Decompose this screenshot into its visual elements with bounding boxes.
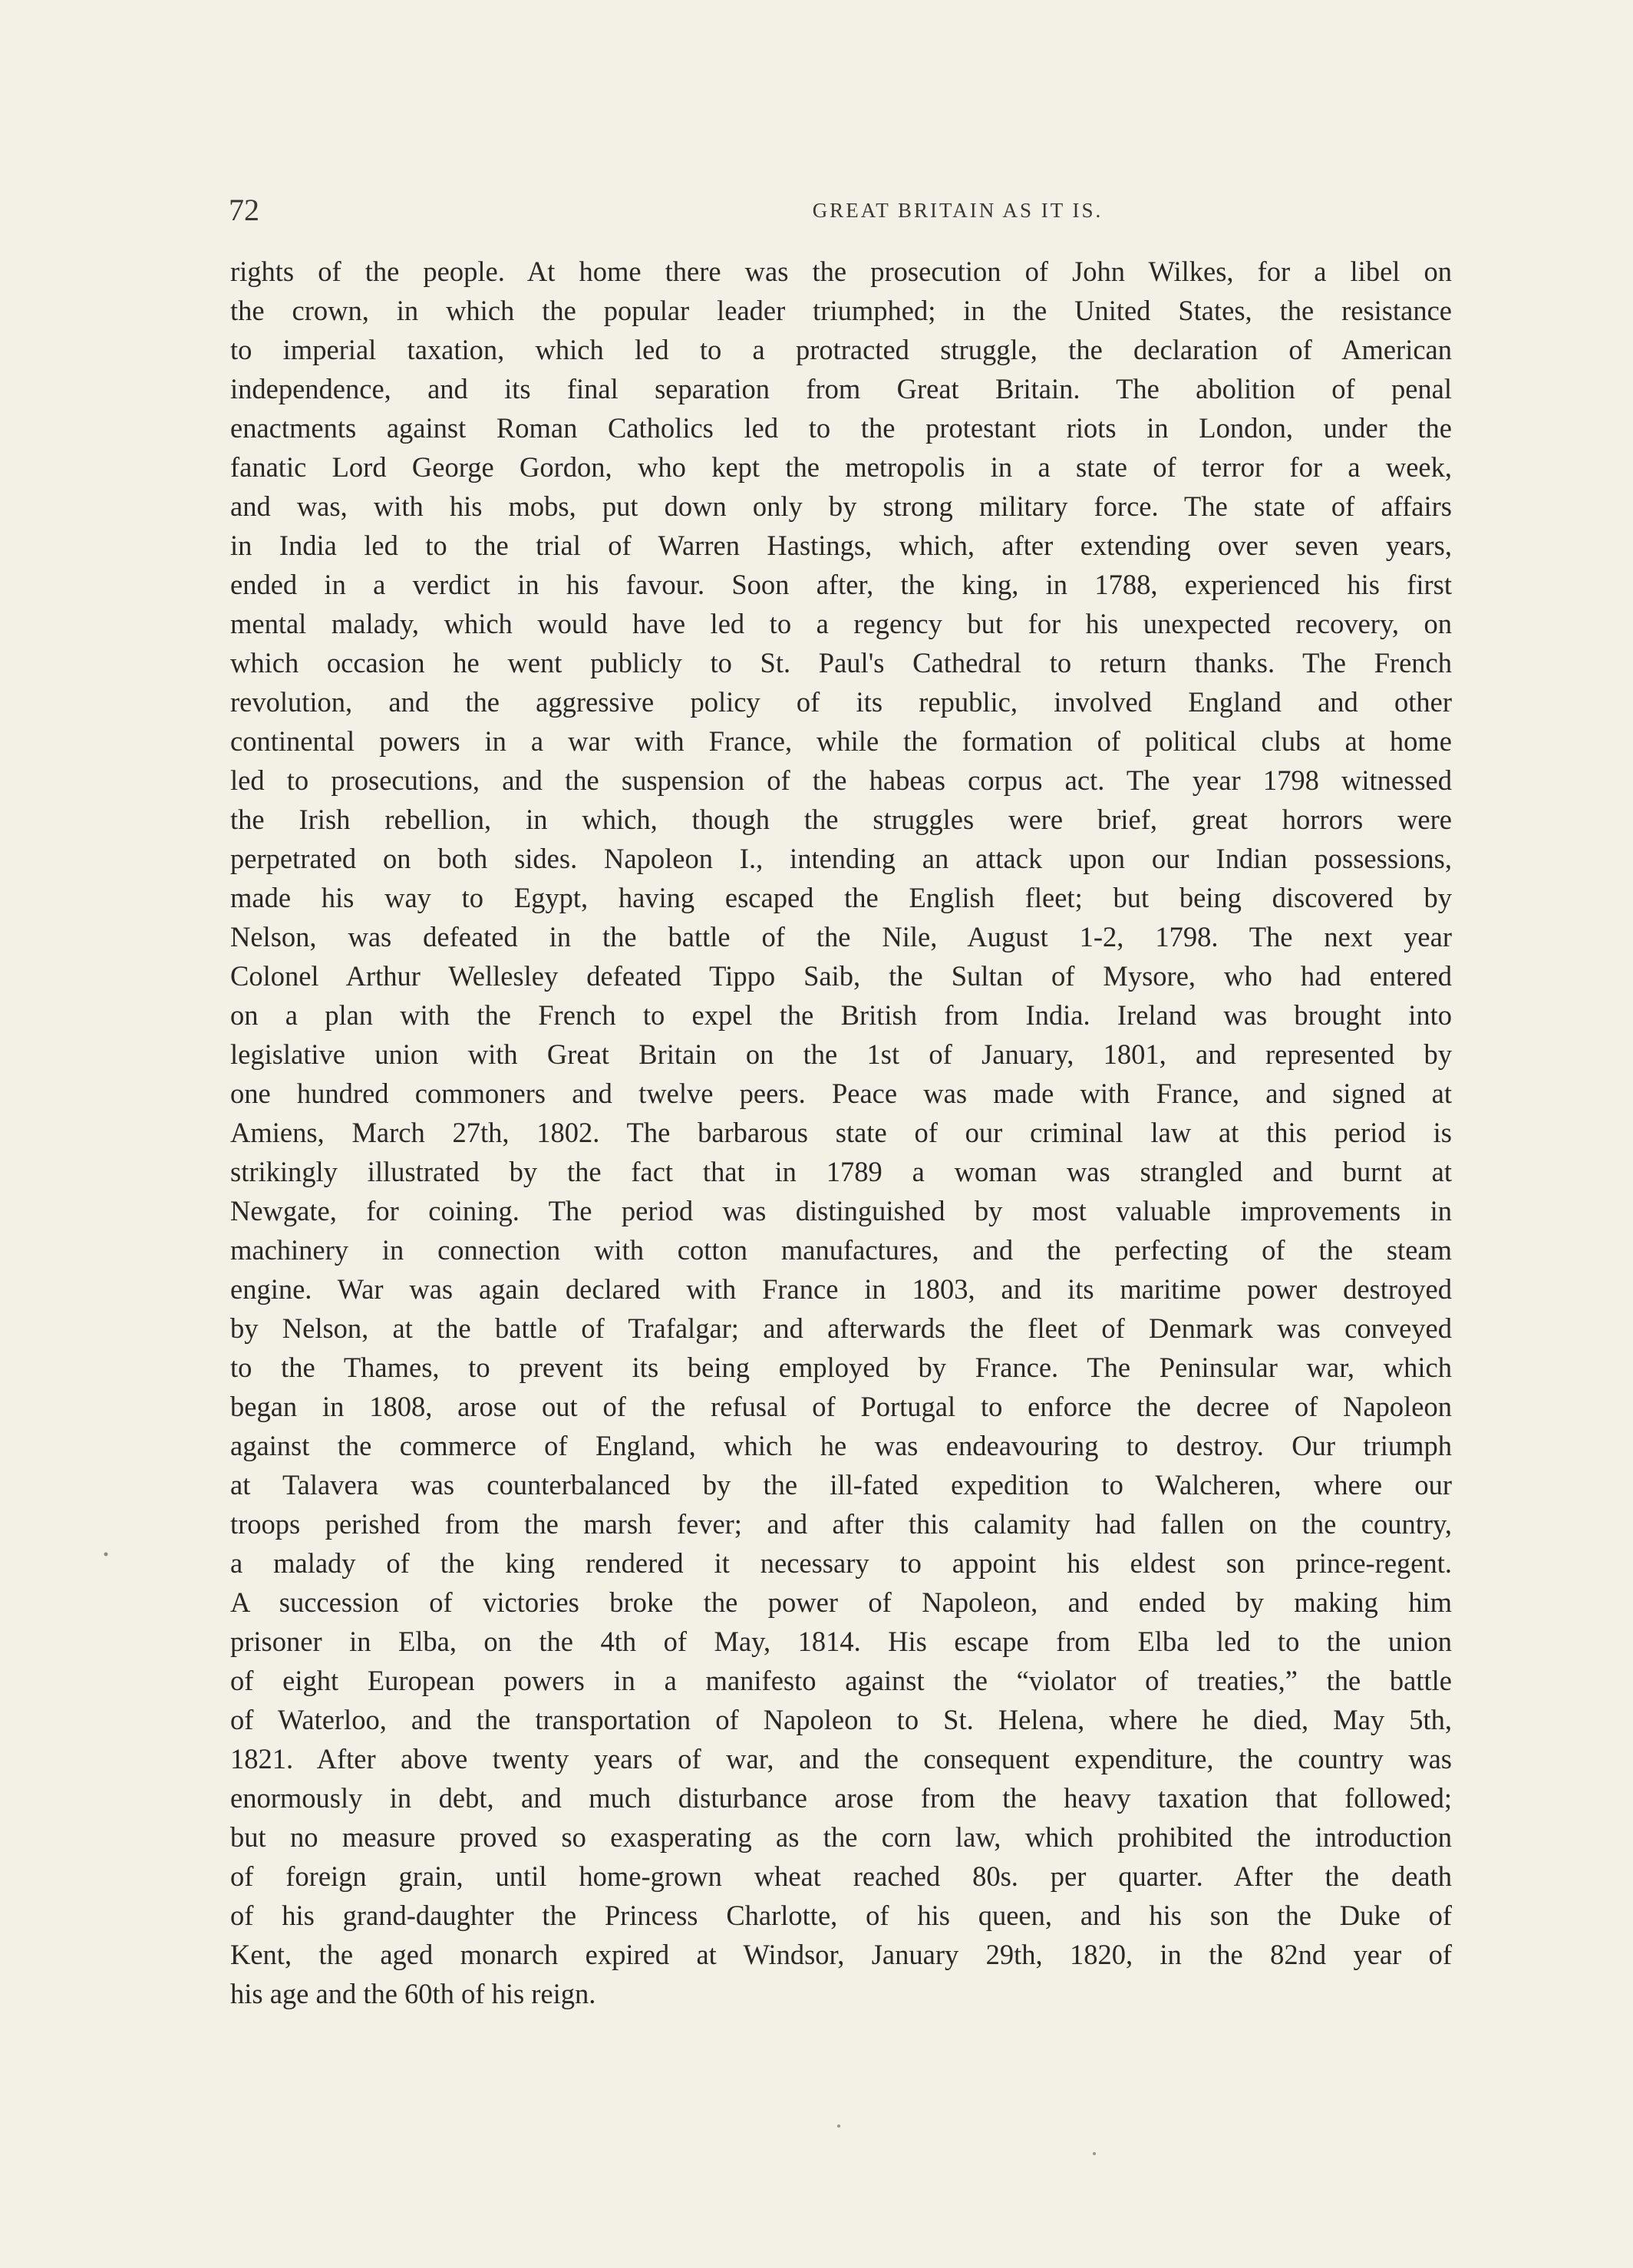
paper-speck bbox=[1093, 2152, 1096, 2155]
text-line: legislative union with Great Britain on the 1st of January, 1801, and represented by bbox=[230, 1038, 1452, 1070]
text-line: of his grand-daughter the Princess Charlotte, of his queen, and his son the Duke of bbox=[230, 1900, 1452, 1931]
text-line: at Talavera was counterbalanced by the ill-fated expedition to Walcheren, where our bbox=[230, 1469, 1452, 1500]
text-line: Amiens, March 27th, 1802. The barbarous state of our criminal law at this period is bbox=[230, 1117, 1452, 1148]
text-line: prisoner in Elba, on the 4th of May, 1814. His escape from Elba led to the union bbox=[230, 1626, 1452, 1657]
text-line: of Waterloo, and the transportation of Napoleon to St. Helena, where he died, May 5th, bbox=[230, 1704, 1452, 1735]
text-line: led to prosecutions, and the suspension of the habeas corpus act. The year 1798 witnessed bbox=[230, 764, 1452, 796]
text-line: strikingly illustrated by the fact that in 1789 a woman was strangled and burnt at bbox=[230, 1156, 1452, 1187]
page-number: 72 bbox=[229, 193, 259, 227]
text-line: which occasion he went publicly to St. Paul's Cathedral to return thanks. The French bbox=[230, 647, 1452, 678]
text-line: engine. War was again declared with France in 1803, and its maritime power destroyed bbox=[230, 1273, 1452, 1305]
text-line: Nelson, was defeated in the battle of the Nile, August 1-2, 1798. The next year bbox=[230, 921, 1452, 952]
running-head bbox=[229, 187, 1449, 233]
text-line: ended in a verdict in his favour. Soon after, the king, in 1788, experienced his first bbox=[230, 569, 1452, 600]
text-line: revolution, and the aggressive policy of its republic, involved England and other bbox=[230, 686, 1452, 718]
text-line: Newgate, for coining. The period was distinguished by most valuable improvements in bbox=[230, 1195, 1452, 1226]
text-line: of foreign grain, until home-grown wheat reached 80s. per quarter. After the death bbox=[230, 1860, 1452, 1892]
text-line: against the commerce of England, which he was endeavouring to destroy. Our triumph bbox=[230, 1430, 1452, 1461]
text-line: rights of the people. At home there was the prosecution of John Wilkes, for a libel on bbox=[230, 256, 1452, 287]
text-line: began in 1808, arose out of the refusal of Portugal to enforce the decree of Napoleon bbox=[230, 1391, 1452, 1422]
text-line: Colonel Arthur Wellesley defeated Tippo Saib, the Sultan of Mysore, who had entered bbox=[230, 960, 1452, 992]
text-line: Kent, the aged monarch expired at Windsor, January 29th, 1820, in the 82nd year of bbox=[230, 1939, 1452, 1970]
text-line: 1821. After above twenty years of war, and the consequent expenditure, the country was bbox=[230, 1743, 1452, 1774]
text-line: fanatic Lord George Gordon, who kept the metropolis in a state of terror for a week, bbox=[230, 451, 1452, 483]
text-line: continental powers in a war with France, while the formation of political clubs at home bbox=[230, 725, 1452, 757]
text-line: A succession of victories broke the power of Napoleon, and ended by making him bbox=[230, 1586, 1452, 1618]
text-line: enormously in debt, and much disturbance arose from the heavy taxation that followed; bbox=[230, 1782, 1452, 1814]
text-line: of eight European powers in a manifesto against the “violator of treaties,” the battle bbox=[230, 1665, 1452, 1696]
text-line: perpetrated on both sides. Napoleon I., intending an attack upon our Indian possessions, bbox=[230, 843, 1452, 874]
text-line: the crown, in which the popular leader triumphed; in the United States, the resistance bbox=[230, 295, 1452, 326]
running-title: GREAT BRITAIN AS IT IS. bbox=[812, 199, 1104, 222]
paper-speck bbox=[837, 2124, 840, 2128]
text-line: but no measure proved so exasperating as the corn law, which prohibited the introduction bbox=[230, 1821, 1452, 1853]
text-line: by Nelson, at the battle of Trafalgar; and afterwards the fleet of Denmark was conveyed bbox=[230, 1312, 1452, 1344]
text-line: made his way to Egypt, having escaped the English fleet; but being discovered by bbox=[230, 882, 1452, 913]
text-line: mental malady, which would have led to a regency but for his unexpected recovery, on bbox=[230, 608, 1452, 639]
text-line: to the Thames, to prevent its being employed by France. The Peninsular war, which bbox=[230, 1352, 1452, 1383]
text-line: machinery in connection with cotton manufactures, and the perfecting of the steam bbox=[230, 1234, 1452, 1266]
text-line: the Irish rebellion, in which, though the struggles were brief, great horrors were bbox=[230, 804, 1452, 835]
text-line: troops perished from the marsh fever; and after this calamity had fallen on the country, bbox=[230, 1508, 1452, 1540]
text-line: and was, with his mobs, put down only by strong military force. The state of affairs bbox=[230, 490, 1452, 522]
text-line: enactments against Roman Catholics led to the protestant riots in London, under the bbox=[230, 412, 1452, 444]
text-line-last: his age and the 60th of his reign. bbox=[230, 1978, 596, 2009]
text-line: on a plan with the French to expel the British from India. Ireland was brought into bbox=[230, 999, 1452, 1031]
text-line: one hundred commoners and twelve peers. Peace was made with France, and signed at bbox=[230, 1078, 1452, 1109]
text-line: independence, and its final separation from Great Britain. The abolition of penal bbox=[230, 373, 1452, 404]
paper-speck bbox=[104, 1553, 108, 1557]
text-line: in India led to the trial of Warren Hastings, which, after extending over seven years, bbox=[230, 530, 1452, 561]
text-line: to imperial taxation, which led to a protracted struggle, the declaration of American bbox=[230, 334, 1452, 365]
body-paragraph bbox=[230, 252, 1452, 2013]
text-line: a malady of the king rendered it necessary to appoint his eldest son prince-regent. bbox=[230, 1547, 1452, 1579]
